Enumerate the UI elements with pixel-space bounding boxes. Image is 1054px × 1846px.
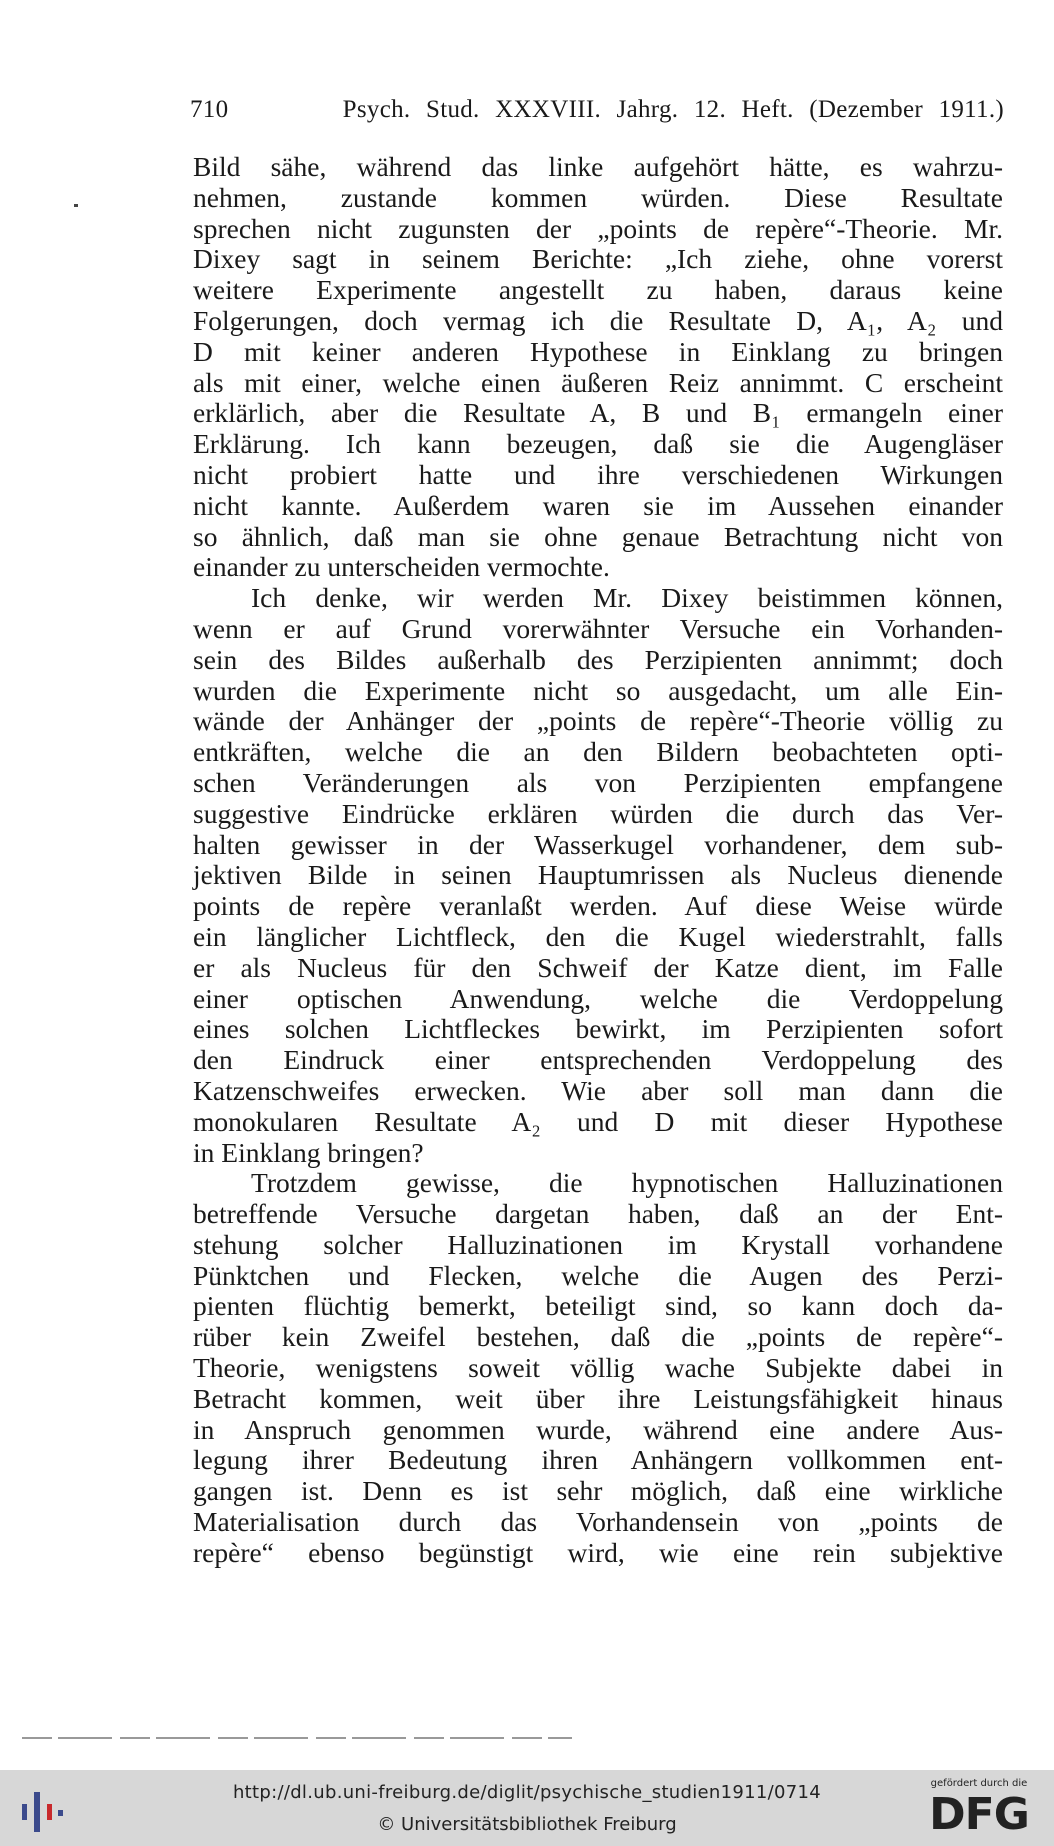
text-line: betreffende Versuche dargetan haben, daß an der Ent- — [193, 1198, 1003, 1230]
page-number: 710 — [190, 96, 229, 123]
text-line: pienten flüchtig bemerkt, beteiligt sind, so kann doch da- — [193, 1290, 1003, 1322]
text-line: Dixey sagt in seinem Berichte: „Ich ziehe, ohne vorerst — [193, 243, 1003, 275]
text-line: nicht kannte. Außerdem waren sie im Aussehen einander — [193, 489, 1003, 521]
text-line: sein des Bildes außerhalb des Perzipienten annimmt; doch — [193, 643, 1003, 675]
dfg-logo: DFG — [929, 1789, 1029, 1840]
dfg-caption: gefördert durch die — [930, 1778, 1028, 1789]
text-line: entkräften, welche die an den Bildern beobachteten opti- — [193, 736, 1003, 768]
text-line: gangen ist. Denn es ist sehr möglich, daß eine wirkliche — [193, 1475, 1003, 1507]
text-line: wenn er auf Grund vorerwähnter Versuche ein Vorhanden- — [193, 612, 1003, 644]
copyright-text: © Universitätsbibliothek Freiburg — [377, 1814, 677, 1835]
text-line: jektiven Bilde in seinen Hauptumrissen als Nucleus dienende — [193, 859, 1003, 891]
text-line: einer optischen Anwendung, welche die Verdoppelung — [193, 982, 1003, 1014]
text-line: wurden die Experimente nicht so ausgedacht, um alle Ein- — [193, 674, 1003, 706]
text-line: Bild sähe, während das linke aufgehört hätte, es wahrzu- — [193, 151, 1003, 182]
text-line: D mit keiner anderen Hypothese in Einklang zu bringen — [193, 335, 1003, 367]
footer-bar — [0, 1770, 1054, 1846]
text-line: eines solchen Lichtfleckes bewirkt, im Perzipienten sofort — [193, 1013, 1003, 1045]
text-line: monokularen Resultate A₂ und D mit dieser Hypothese — [193, 1105, 1003, 1137]
text-line: so ähnlich, daß man sie ohne genaue Betrachtung nicht von — [193, 520, 1003, 552]
text-line: repère“ ebenso begünstigt wird, wie eine rein subjektive — [193, 1536, 1003, 1568]
body-text — [193, 152, 1003, 1569]
text-line: nehmen, zustande kommen würden. Diese Resultate — [193, 181, 1003, 213]
scan-edge-rule — [22, 1737, 572, 1739]
text-line: wände der Anhänger der „points de repère“-Theorie völlig zu — [193, 705, 1003, 737]
text-line: in Anspruch genommen wurde, während eine andere Aus- — [193, 1413, 1003, 1445]
text-line: den Eindruck einer entsprechenden Verdoppelung des — [193, 1044, 1003, 1076]
text-line: Pünktchen und Flecken, welche die Augen des Perzi- — [193, 1259, 1003, 1291]
text-line: suggestive Eindrücke erklären würden die durch das Ver- — [193, 797, 1003, 829]
text-line: nicht probiert hatte und ihre verschiedenen Wirkungen — [193, 458, 1003, 490]
paragraph-start-line: Trotzdem gewisse, die hypnotischen Halluzinationen — [251, 1167, 1003, 1199]
text-line: er als Nucleus für den Schweif der Katze dient, im Falle — [193, 951, 1003, 983]
text-line: sprechen nicht zugunsten der „points de repère“-Theorie. Mr. — [193, 212, 1003, 244]
text-line: Materialisation durch das Vorhandensein von „points de — [193, 1506, 1003, 1538]
text-line: stehung solcher Halluzinationen im Krystall vorhandene — [193, 1228, 1003, 1260]
text-line: Katzenschweifes erwecken. Wie aber soll man dann die — [193, 1074, 1003, 1106]
text-line: erklärlich, aber die Resultate A, B und B₁ ermangeln einer — [193, 397, 1003, 429]
running-head — [190, 96, 1004, 124]
source-url-link[interactable]: http://dl.ub.uni-freiburg.de/diglit/psychische_studien1911/0714 — [232, 1782, 822, 1803]
text-line: Theorie, wenigstens soweit völlig wache Subjekte dabei in — [193, 1352, 1003, 1384]
text-line: halten gewisser in der Wasserkugel vorhandener, dem sub- — [193, 828, 1003, 860]
text-line: ein länglicher Lichtfleck, den die Kugel wiederstrahlt, falls — [193, 920, 1003, 952]
text-line: Erklärung. Ich kann bezeugen, daß sie die Augengläser — [193, 428, 1003, 460]
text-line: in Einklang bringen? — [193, 1136, 424, 1168]
text-line: Folgerungen, doch vermag ich die Resultate D, A₁, A₂ und — [193, 304, 1003, 336]
text-line: einander zu unterscheiden vermochte. — [193, 551, 610, 583]
paragraph-start-line: Ich denke, wir werden Mr. Dixey beistimmen können, — [251, 582, 1003, 614]
text-line: schen Veränderungen als von Perzipienten empfangene — [193, 766, 1003, 798]
journal-title: Psych. Stud. XXXVIII. Jahrg. 12. Heft. (Dezember 1911.) — [342, 96, 1004, 123]
text-line: Betracht kommen, weit über ihre Leistungsfähigkeit hinaus — [193, 1382, 1003, 1414]
text-line: weitere Experimente angestellt zu haben, daraus keine — [193, 274, 1003, 306]
text-line: legung ihrer Bedeutung ihren Anhängern vollkommen ent- — [193, 1444, 1003, 1476]
text-line: points de repère veranlaßt werden. Auf diese Weise würde — [193, 890, 1003, 922]
stray-ink-mark — [74, 204, 78, 207]
text-line: rüber kein Zweifel bestehen, daß die „points de repère“- — [193, 1321, 1003, 1353]
text-line: als mit einer, welche einen äußeren Reiz annimmt. C erscheint — [193, 366, 1003, 398]
